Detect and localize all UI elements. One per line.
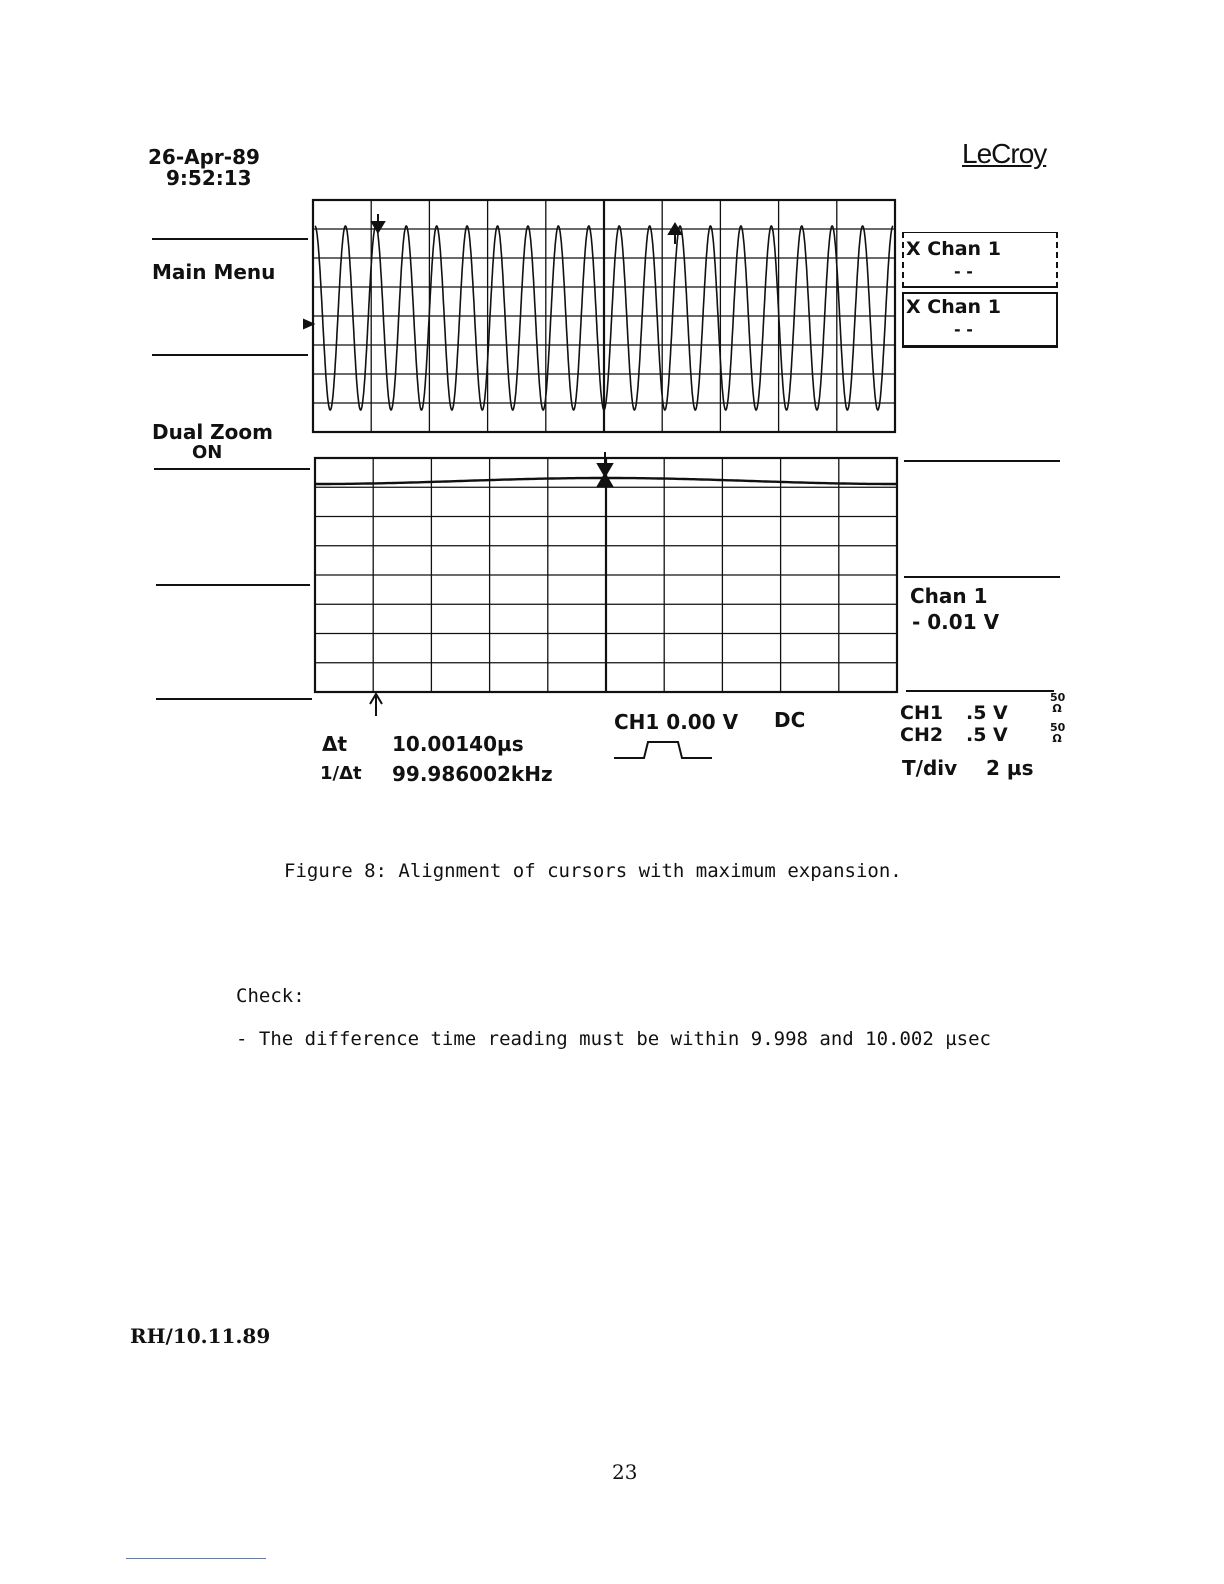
time-per-div-value: 2 µs (986, 756, 1034, 780)
check-heading: Check: (236, 985, 305, 1007)
x-chan-1-label: X Chan 1 (906, 238, 1001, 260)
brand-logo: LeCroy (962, 138, 1047, 169)
figure-caption: Figure 8: Alignment of cursors with maximum expansion. (284, 860, 902, 882)
coupling-readout: DC (774, 708, 806, 732)
time-per-div-label: T/div (902, 756, 958, 780)
scope-date: 26-Apr-89 (148, 145, 260, 169)
ch2-label: CH2 (900, 724, 944, 746)
ch2-impedance: 50 Ω (1050, 721, 1066, 745)
right-divider-3 (906, 690, 1054, 692)
check-item: - The difference time reading must be within 9.998 and 10.002 µsec (236, 1028, 991, 1050)
scope-time: 9:52:13 (166, 166, 252, 190)
chan-1-label: Chan 1 (910, 584, 988, 608)
chan-1-value: - 0.01 V (912, 610, 1000, 634)
upper-grid (313, 200, 895, 432)
right-divider-2 (904, 576, 1060, 578)
trigger-readout: CH1 0.00 V (614, 710, 739, 734)
lower-grid (315, 458, 897, 692)
ch1-label: CH1 (900, 702, 944, 724)
ch1-scale: .5 V (966, 702, 1008, 724)
footer-reference: RH/10.11.89 (130, 1324, 271, 1348)
delta-t-value: 10.00140µs (392, 732, 524, 756)
right-divider-1 (904, 460, 1060, 462)
x-chan-2-label: X Chan 1 (906, 296, 1001, 318)
x-chan-2-value: - - (954, 320, 973, 339)
page-number: 23 (612, 1460, 638, 1484)
trigger-edge-icon (614, 742, 712, 758)
footer-rule (126, 1558, 266, 1559)
cursor-markers (304, 214, 681, 716)
delta-t-label: Δt (322, 732, 348, 756)
inverse-delta-t-label: 1/Δt (320, 763, 362, 784)
ch1-impedance: 50 Ω (1050, 691, 1066, 715)
main-menu-label[interactable]: Main Menu (152, 260, 276, 284)
inverse-delta-t-value: 99.986002kHz (392, 762, 553, 786)
x-chan-1-value: - - (954, 262, 973, 281)
ch2-scale: .5 V (966, 724, 1008, 746)
dual-zoom-state: ON (192, 442, 223, 463)
dual-zoom-label[interactable]: Dual Zoom (152, 420, 273, 444)
